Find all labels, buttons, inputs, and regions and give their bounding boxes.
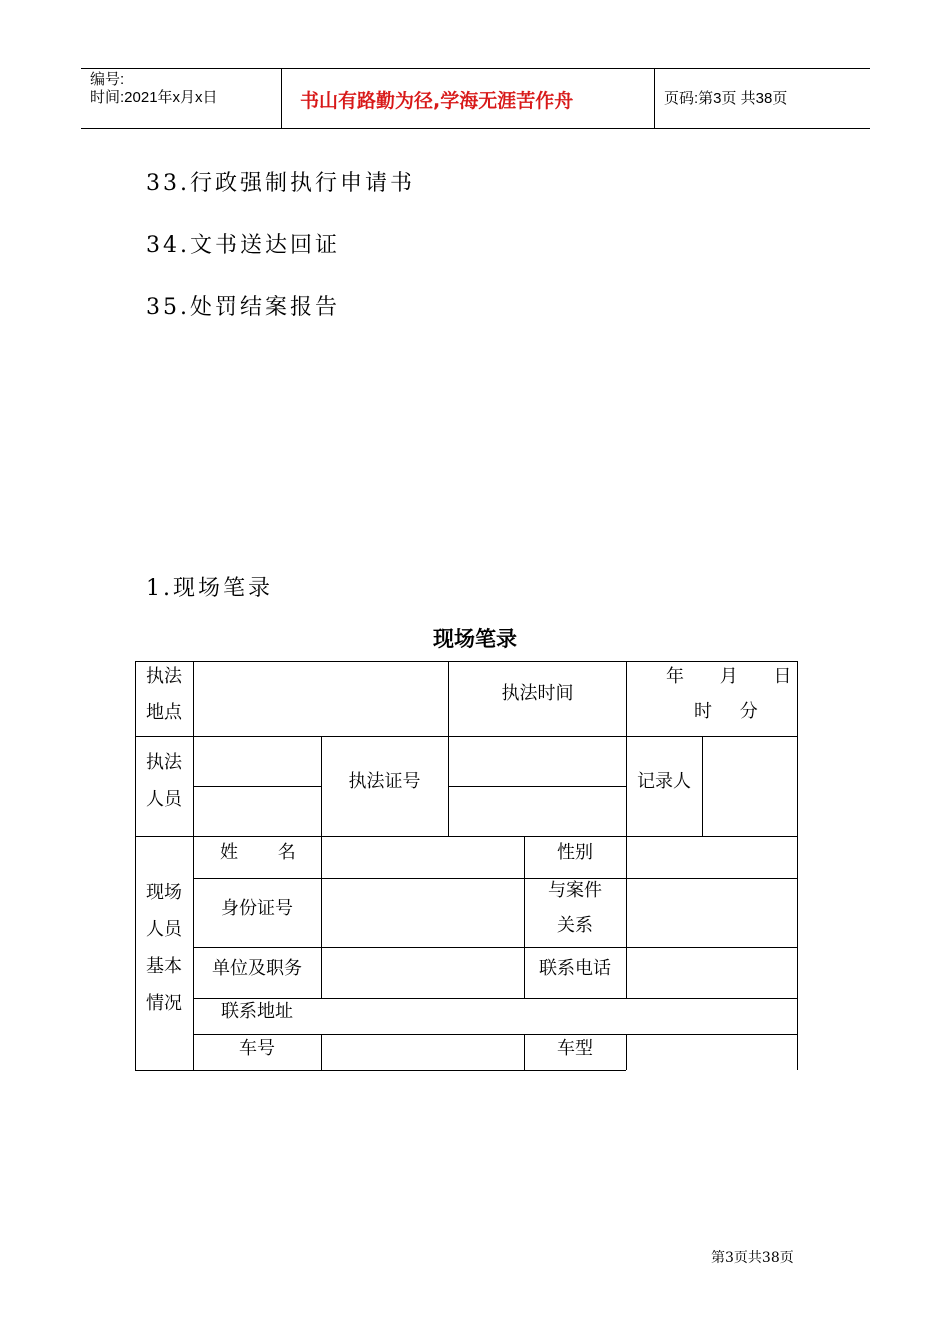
table-line	[321, 1034, 322, 1070]
header-divider-1	[281, 68, 282, 129]
header-number-label: 编号:	[90, 71, 125, 88]
label-recorder: 记录人	[637, 771, 691, 792]
label-cert-no: 执法证号	[348, 771, 421, 792]
label-date: 年 月 日	[666, 666, 792, 687]
table-line	[135, 1070, 626, 1071]
header-time-label: 时间:2021年x月x日	[90, 89, 218, 106]
header-motto: 书山有路勤为径,学海无涯苦作舟	[300, 90, 574, 112]
label-site: 现场	[146, 882, 182, 903]
table-line	[797, 661, 798, 1070]
label-officer: 人员	[146, 789, 182, 810]
header-top-rule	[81, 68, 870, 69]
toc-item-33: 33.行政强制执行申请书	[146, 171, 415, 196]
toc-item-34: 34.文书送达回证	[146, 233, 340, 258]
label-relation: 与案件	[548, 880, 602, 901]
label-relation: 关系	[557, 915, 593, 936]
label-time: 时 分	[694, 701, 758, 722]
label-name: 姓 名	[220, 842, 296, 863]
label-site: 人员	[146, 919, 182, 940]
header-divider-2	[654, 68, 655, 129]
label-id-no: 身份证号	[221, 898, 293, 919]
header-page-label: 页码:第3页 共38页	[664, 90, 788, 107]
table-line	[193, 947, 798, 948]
table-line	[135, 661, 136, 1070]
label-phone: 联系电话	[539, 958, 611, 979]
label-law-place: 执法	[146, 666, 182, 687]
table-line	[626, 1034, 627, 1070]
toc-item-1: 1.现场笔录	[146, 576, 273, 601]
label-site: 基本	[146, 956, 182, 977]
header-bottom-rule	[81, 128, 870, 129]
table-line	[702, 736, 703, 836]
table-line	[448, 786, 626, 787]
label-officer: 执法	[146, 752, 182, 773]
label-plate: 车号	[239, 1038, 275, 1059]
label-law-time: 执法时间	[501, 683, 574, 704]
table-line	[626, 661, 627, 836]
table-line	[135, 736, 798, 737]
table-line	[193, 786, 321, 787]
label-model: 车型	[557, 1038, 593, 1059]
label-address: 联系地址	[221, 1001, 293, 1022]
toc-item-35: 35.处罚结案报告	[146, 295, 340, 320]
label-law-place: 地点	[146, 702, 182, 723]
table-line	[193, 878, 798, 879]
table-line	[626, 836, 627, 998]
table-line	[321, 836, 322, 998]
label-unit-title: 单位及职务	[212, 958, 302, 979]
label-site: 情况	[146, 993, 182, 1014]
footer-page: 第3页共38页	[711, 1250, 794, 1266]
label-gender: 性别	[557, 842, 593, 863]
form-title: 现场笔录	[433, 627, 517, 651]
